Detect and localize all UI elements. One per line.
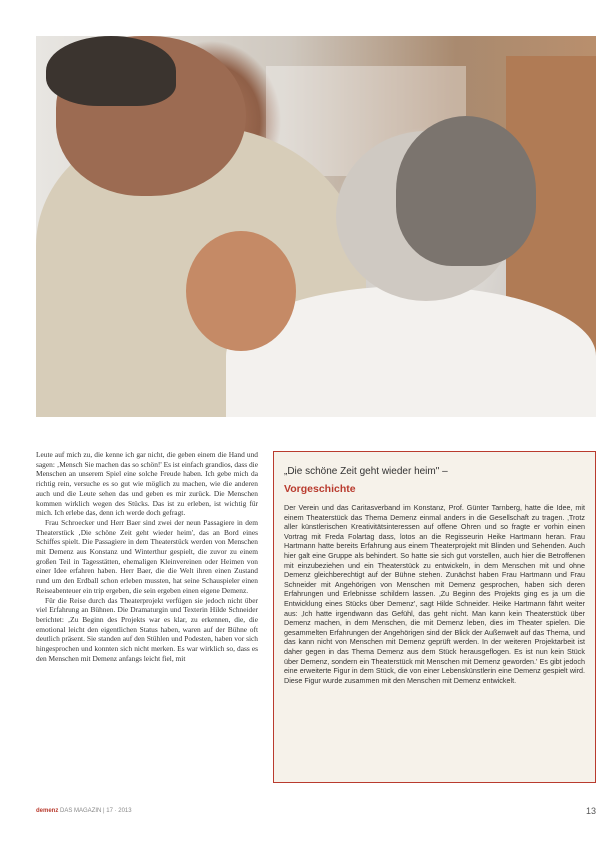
footer-magazine-name: demenz [36, 808, 59, 814]
photo-man-hair [46, 36, 176, 106]
footer-issue: DAS MAGAZIN | 17 · 2013 [60, 808, 132, 814]
article-paragraph: Leute auf mich zu, die kenne ich gar nicht, die geben einem die Hand und sagen: ‚Mensch Sie machen das so schön!' Es ist einfach grandios, dass die Menschen an unserem Spiel eine solche Freude haben. Ich gebe mich da richtig rein, versuche es so gut wie möglich zu machen, wie die anderen auch und die Leute sehen das und geben es mir zurück. Die Menschen kommen wirklich wegen des Stücks. Das ist zu erleben, ist wichtig für mich. Ich erlebe das, denn ich werde doch gefragt. [36, 450, 258, 518]
article-paragraph: Frau Schroecker und Herr Baer sind zwei der neun Passagiere in dem Theaterstück ‚Die schöne Zeit geht wieder heim', das an Bord eines Schiffes spielt. Die Passagiere in dem Theaterstück werden von Menschen mit Demenz aus Konstanz und Winterthur gespielt, die zuvor zu einem großen Teil in Tagesstätten, ehemaligen Kleinvereinen oder Heimen von einer Idee erfahren haben. Herr Baer, die die Welt ihren einen Zustand rund um den Erdball schon erleben mussten, hat seine Schauspieler einen Reiseabenteuer ein trip ergeben, die sein ergeben einen eigene Demenz. [36, 517, 258, 595]
sidebar-box [273, 451, 596, 783]
photo-hands [186, 231, 296, 351]
page-number: 13 [585, 806, 596, 816]
page-footer [36, 806, 596, 818]
article-photo [36, 36, 596, 417]
box-subtitle: Vorgeschichte [284, 483, 356, 495]
footer-magazine [36, 808, 132, 814]
photo-woman-hair [396, 116, 536, 266]
article-left-column [36, 450, 258, 663]
box-title: „Die schöne Zeit geht wieder heim" – [284, 466, 448, 477]
box-body: Der Verein und das Caritasverband im Konstanz, Prof. Günter Tarnberg, hatte die Idee, mit einem Theaterstück das Thema Demenz einmal anders in die Gesellschaft zu tragen. ‚Trotz aller künstlerischen Kreativitätsinteressen auf offene Ohren und so fragte er vorhin einen Vortrag mit Freda Folartag dass, lotos an die Regisseurin Heike Hartmann heran. Frau Hartmann hatte bereits Erfahrung aus einem Theaterprojekt mit Blinden und Sehenden. Auch hier galt eine Gruppe als behindert. So hatte sie sich gut vorstellen, auch hier die Betroffenen mit einzubeziehen und ein Theaterstück zu entwickeln, in dem Menschen mit und ohne Demenz gleichberechtigt auf der Bühne stehen. Zunächst haben Frau Hartmann und Frau Schneider mit Angehörigen von Menschen mit Demenz gesprochen, haben sich deren Erfahrungen und Erlebnisse schildern lassen. ‚Zu Beginn des Projekts ging es ja um die Entwicklung eines Stücks über Demenz', sagt Hilde Schneider. Heike Hartmann fährt weiter aus: ‚Ich hatte irgendwann das Gefühl, das geht nicht. Man kann kein Theaterstück über Demenz machen, in dem Menschen, die mit Demenz leben, dies im Theater spielen. Die gesammelten Erfahrungen der Angehörigen sind der Blick der Außenwelt auf das Thema, und das kann nicht von Menschen mit Demenz geprüft werden. In der weiteren Projektarbeit ist daher gegen in das Thema Demenz aus dem Stück herausgeflogen. Es ist nun kein Stück über Demenz, sondern ein Theaterstück mit Menschen mit Demenz geworden.' Es gibt jedoch eine erweiterte Figur in dem Stück, die von einer Lebenskünstlerin eine Demenz gespielt wird. Diese Figur wurde zusammen mit den Menschen mit Demenz entwickelt. [284, 503, 585, 685]
article-paragraph: Für die Reise durch das Theaterprojekt verfügen sie jedoch nicht über viel Erfahrung an Bühnen. Die Dramaturgin und Texterin Hilde Schneider berichtet: ‚Zu Beginn des Projekts war es klar, zu erkennen, die, die emotional leicht den eigentlichen Status haben, waren auf der Bühne oft deutlich präsent. Sie standen auf den Stühlen und Podesten, haben vor sich hingesprochen und konnten sich nicht merken. Es war wirklich so, dass es den Menschen mit Demenz anfangs leicht fiel, mit [36, 595, 258, 663]
